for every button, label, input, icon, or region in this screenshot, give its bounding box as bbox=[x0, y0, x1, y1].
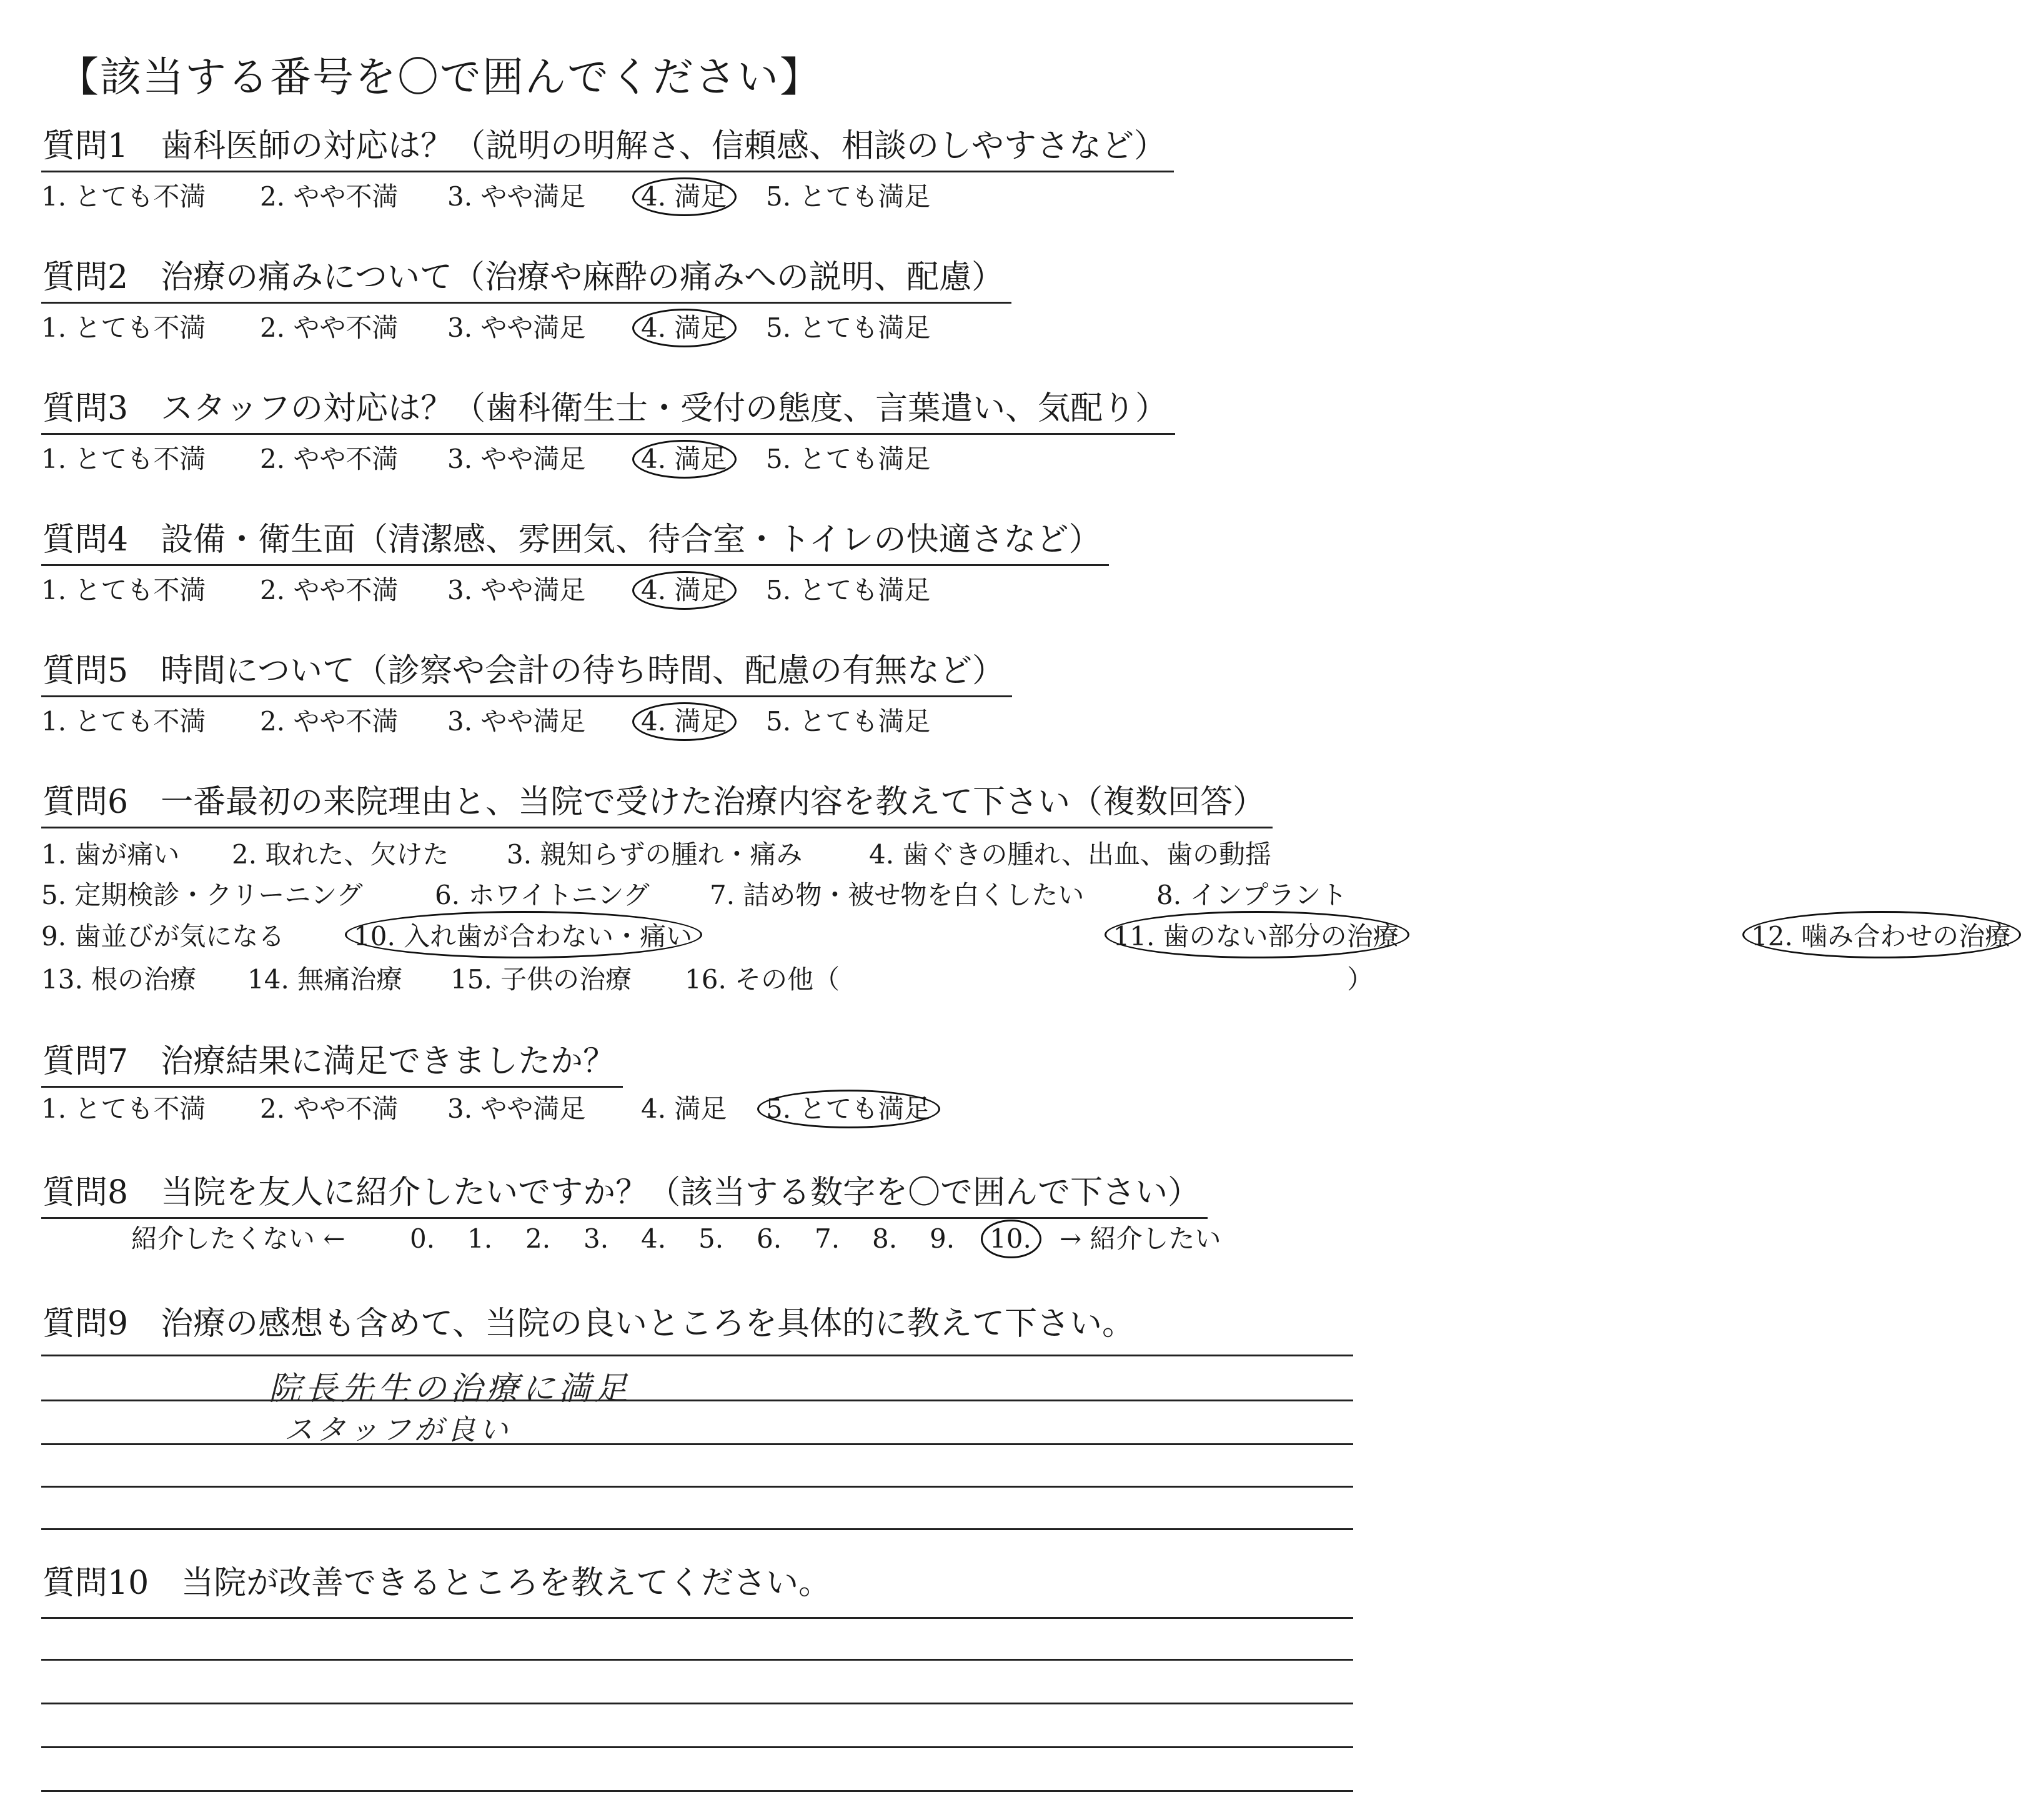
question-3-title: 質問3 スタッフの対応は？（歯科衛生士・受付の態度、言葉遣い、気配り） bbox=[41, 390, 1175, 435]
answer-line bbox=[41, 1355, 1353, 1356]
question-3-options bbox=[41, 444, 931, 474]
q3-option-5[interactable]: 5. とても満足 bbox=[766, 444, 931, 474]
q8-scale-7[interactable]: 7. bbox=[815, 1223, 840, 1254]
question-5-options bbox=[41, 706, 931, 737]
q6-option-1[interactable]: 1. 歯が痛い bbox=[41, 839, 180, 870]
question-10-title: 質問10 当院が改善できるところを教えてください。 bbox=[42, 1564, 832, 1602]
question-8-title: 質問8 当院を友人に紹介したいですか？（該当する数字を〇で囲んで下さい） bbox=[41, 1175, 1208, 1219]
q3-option-2[interactable]: 2. やや不満 bbox=[260, 444, 399, 474]
answer-line bbox=[41, 1400, 1353, 1401]
q1-option-3[interactable]: 3. やや満足 bbox=[447, 181, 586, 212]
answer-line bbox=[41, 1659, 1353, 1661]
question-6-title: 質問6 一番最初の来院理由と、当院で受けた治療内容を教えて下さい（複数回答） bbox=[41, 784, 1273, 828]
q6-option-7[interactable]: 7. 詰め物・被せ物を白くしたい bbox=[710, 880, 1085, 910]
q7-option-1[interactable]: 1. とても不満 bbox=[41, 1093, 206, 1124]
q6-option-14[interactable]: 14. 無痛治療 bbox=[247, 964, 403, 995]
instruction-header: 【該当する番号を〇で囲んでください】 bbox=[57, 53, 822, 101]
question-7-title: 質問7 治療結果に満足できましたか？ bbox=[41, 1043, 623, 1088]
q4-option-3[interactable]: 3. やや満足 bbox=[447, 575, 586, 605]
q8-scale-0[interactable]: 0. bbox=[410, 1223, 435, 1254]
q2-option-4-circled[interactable]: 4. 満足 bbox=[641, 312, 727, 343]
q1-option-5[interactable]: 5. とても満足 bbox=[766, 181, 931, 212]
q8-scale-6[interactable]: 6. bbox=[757, 1223, 782, 1254]
question-2-options bbox=[41, 312, 931, 343]
q7-option-5-circled[interactable]: 5. とても満足 bbox=[766, 1093, 931, 1124]
question-4-title: 質問4 設備・衛生面（清潔感、雰囲気、待合室・トイレの快適さなど） bbox=[41, 522, 1109, 566]
q6-option-3[interactable]: 3. 親知らずの腫れ・痛み bbox=[507, 839, 803, 870]
q6-option-16-close-paren: ） bbox=[1347, 964, 1374, 995]
question-7-options bbox=[41, 1093, 931, 1124]
q8-scale-3[interactable]: 3. bbox=[583, 1223, 609, 1254]
q4-option-1[interactable]: 1. とても不満 bbox=[41, 575, 206, 605]
q4-option-2[interactable]: 2. やや不満 bbox=[260, 575, 399, 605]
q1-option-4-circled[interactable]: 4. 満足 bbox=[641, 181, 727, 212]
q8-scale-4[interactable]: 4. bbox=[641, 1223, 667, 1254]
q8-scale-9[interactable]: 9. bbox=[930, 1223, 955, 1254]
q5-option-1[interactable]: 1. とても不満 bbox=[41, 706, 206, 737]
q5-option-4-circled[interactable]: 4. 満足 bbox=[641, 706, 727, 737]
q6-option-11-circled[interactable]: 11. 歯のない部分の治療 bbox=[1113, 916, 1399, 953]
q7-option-2[interactable]: 2. やや不満 bbox=[260, 1093, 399, 1124]
q6-option-15[interactable]: 15. 子供の治療 bbox=[450, 964, 632, 995]
q5-option-3[interactable]: 3. やや満足 bbox=[447, 706, 586, 737]
question-1-title: 質問1 歯科医師の対応は？（説明の明解さ、信頼感、相談のしやすさなど） bbox=[41, 128, 1174, 172]
answer-line bbox=[41, 1486, 1353, 1488]
answer-line bbox=[41, 1746, 1353, 1748]
q9-handwritten-answer-line-1: 院長先生の治療に満足 bbox=[269, 1370, 632, 1408]
q9-handwritten-answer-line-2: スタッフが良い bbox=[284, 1413, 512, 1446]
q6-option-2[interactable]: 2. 取れた、欠けた bbox=[232, 839, 449, 870]
q4-option-5[interactable]: 5. とても満足 bbox=[766, 575, 931, 605]
q6-option-10-circled[interactable]: 10. 入れ歯が合わない・痛い bbox=[354, 916, 692, 953]
answer-line bbox=[41, 1703, 1353, 1704]
q6-option-16[interactable]: 16. その他（ bbox=[685, 964, 840, 995]
answer-line bbox=[41, 1790, 1353, 1792]
q5-option-5[interactable]: 5. とても満足 bbox=[766, 706, 931, 737]
q6-option-6[interactable]: 6. ホワイトニング bbox=[435, 880, 650, 910]
q2-option-5[interactable]: 5. とても満足 bbox=[766, 312, 931, 343]
q6-row-3 bbox=[41, 916, 2012, 953]
q8-scale-5[interactable]: 5. bbox=[698, 1223, 724, 1254]
q6-option-12-circled[interactable]: 12. 噛み合わせの治療 bbox=[1751, 916, 2011, 953]
q7-option-4[interactable]: 4. 満足 bbox=[641, 1093, 727, 1124]
answer-line bbox=[41, 1617, 1353, 1619]
q1-option-1[interactable]: 1. とても不満 bbox=[41, 181, 206, 212]
q8-scale-8[interactable]: 8. bbox=[872, 1223, 898, 1254]
q4-option-4-circled[interactable]: 4. 満足 bbox=[641, 575, 727, 605]
q6-option-4[interactable]: 4. 歯ぐきの腫れ、出血、歯の動揺 bbox=[869, 839, 1271, 870]
q5-option-2[interactable]: 2. やや不満 bbox=[260, 706, 399, 737]
q6-option-9[interactable]: 9. 歯並びが気になる bbox=[41, 921, 285, 952]
q8-scale bbox=[41, 1223, 1221, 1254]
q7-option-3[interactable]: 3. やや満足 bbox=[447, 1093, 586, 1124]
q8-scale-1[interactable]: 1. bbox=[467, 1223, 493, 1254]
question-9-title: 質問9 治療の感想も含めて、当院の良いところを具体的に教えて下さい。 bbox=[42, 1305, 1135, 1343]
q6-option-5[interactable]: 5. 定期検診・クリーニング bbox=[41, 880, 363, 910]
question-4-options bbox=[41, 575, 931, 605]
q3-option-4-circled[interactable]: 4. 満足 bbox=[641, 444, 727, 474]
q2-option-2[interactable]: 2. やや不満 bbox=[260, 312, 399, 343]
question-2-title: 質問2 治療の痛みについて（治療や麻酔の痛みへの説明、配慮） bbox=[41, 259, 1011, 304]
q1-option-2[interactable]: 2. やや不満 bbox=[260, 181, 399, 212]
q6-option-13[interactable]: 13. 根の治療 bbox=[41, 964, 197, 995]
question-1-options bbox=[41, 181, 931, 212]
q8-scale-10-circled[interactable]: 10. bbox=[990, 1223, 1031, 1254]
q2-option-1[interactable]: 1. とても不満 bbox=[41, 312, 206, 343]
q2-option-3[interactable]: 3. やや満足 bbox=[447, 312, 586, 343]
q8-left-label: 紹介したくない ← bbox=[131, 1223, 345, 1254]
q8-right-label: → 紹介したい bbox=[1060, 1223, 1221, 1254]
answer-line bbox=[41, 1528, 1353, 1530]
q3-option-1[interactable]: 1. とても不満 bbox=[41, 444, 206, 474]
answer-line bbox=[41, 1443, 1353, 1445]
q3-option-3[interactable]: 3. やや満足 bbox=[447, 444, 586, 474]
q6-option-8[interactable]: 8. インプラント bbox=[1156, 880, 1348, 910]
q8-scale-2[interactable]: 2. bbox=[525, 1223, 551, 1254]
question-5-title: 質問5 時間について（診察や会計の待ち時間、配慮の有無など） bbox=[41, 653, 1012, 697]
